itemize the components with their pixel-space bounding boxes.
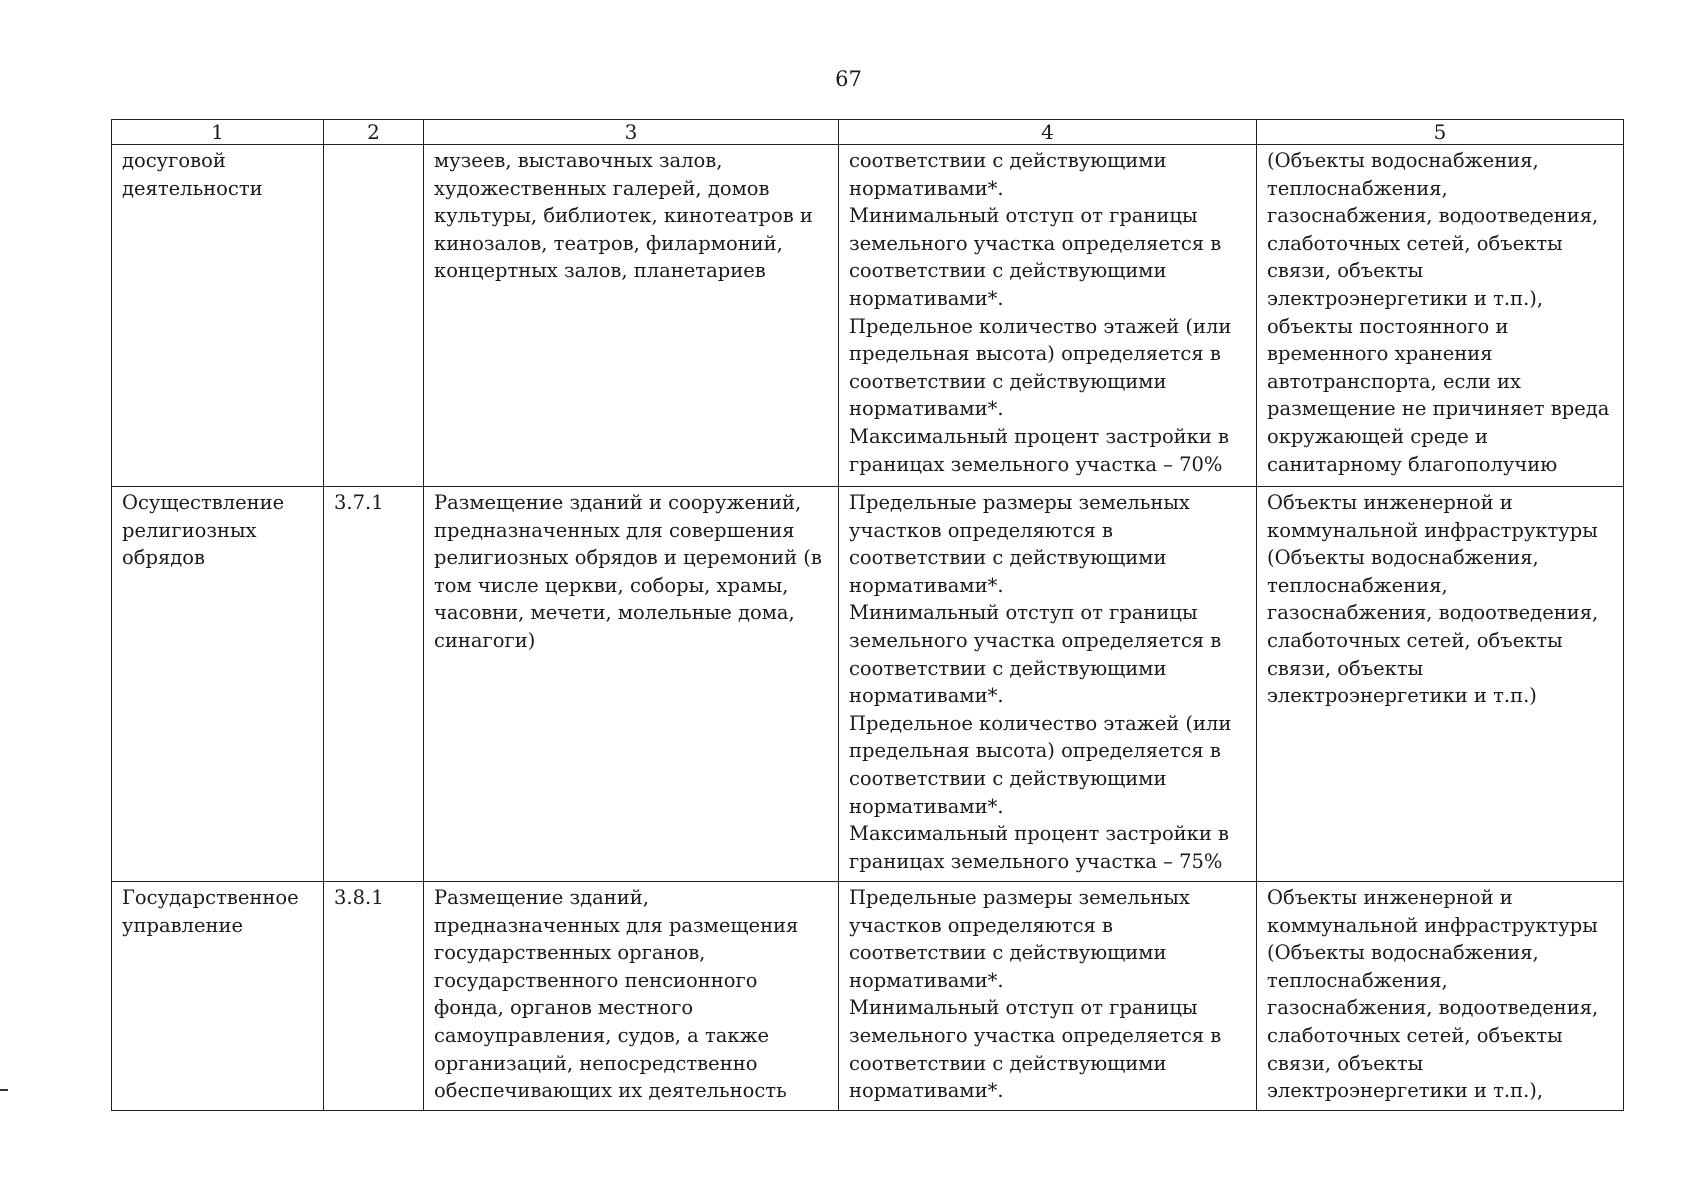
cell-text-line: 3.8.1 bbox=[334, 886, 384, 909]
cell-text-line: участков определяются в bbox=[849, 913, 1113, 937]
margin-dash bbox=[0, 1089, 8, 1091]
header-cell-1: 1 bbox=[112, 120, 324, 145]
cell-text-line: часовни, мечети, молельные дома, bbox=[434, 601, 795, 625]
cell-text-line: религиозных bbox=[122, 518, 257, 542]
cell-text-line: теплоснабжения, bbox=[1267, 968, 1448, 992]
land-use-table bbox=[111, 119, 1624, 1111]
cell-text-line: земельного участка определяется в bbox=[849, 231, 1222, 255]
cell-text-line: соответствии с действующими bbox=[849, 546, 1167, 570]
parameters-cell bbox=[839, 145, 1257, 487]
cell-text-line: Размещение зданий и сооружений, bbox=[434, 491, 802, 514]
table-row bbox=[112, 882, 1624, 1111]
cell-text-line: художественных галерей, домов bbox=[434, 176, 770, 200]
cell-text-line: (Объекты водоснабжения, bbox=[1267, 941, 1539, 965]
cell-text-line: теплоснабжения, bbox=[1267, 176, 1448, 200]
cell-text-line: предназначенных для совершения bbox=[434, 518, 795, 542]
use-description-cell bbox=[424, 882, 839, 1111]
cell-text-line: Предельное количество этажей (или bbox=[849, 314, 1232, 338]
cell-text-line: фонда, органов местного bbox=[434, 996, 694, 1020]
cell-text-line: Размещение зданий, bbox=[434, 886, 649, 909]
cell-text-line: предназначенных для размещения bbox=[434, 913, 799, 937]
header-cell-3: 3 bbox=[424, 120, 839, 145]
cell-text-line: предельная высота) определяется в bbox=[849, 739, 1221, 763]
cell-text-line: нормативами*. bbox=[849, 573, 1004, 597]
cell-text-line: нормативами*. bbox=[849, 176, 1004, 200]
use-code-cell bbox=[324, 145, 424, 487]
cell-text-line: Объекты инженерной и bbox=[1267, 491, 1513, 514]
cell-text-line: окружающей среде и bbox=[1267, 424, 1488, 448]
cell-text-line: соответствии с действующими bbox=[849, 766, 1167, 790]
cell-text-line: санитарному благополучию bbox=[1267, 452, 1558, 476]
table-row bbox=[112, 487, 1624, 882]
cell-text-line: нормативами*. bbox=[849, 397, 1004, 421]
cell-text-line: Объекты инженерной и bbox=[1267, 886, 1513, 909]
cell-text-line: газоснабжения, водоотведения, bbox=[1267, 601, 1599, 625]
auxiliary-uses-cell bbox=[1257, 882, 1624, 1111]
use-name-cell bbox=[112, 145, 324, 487]
header-cell-2: 2 bbox=[324, 120, 424, 145]
cell-text-line: самоуправления, судов, а также bbox=[434, 1023, 770, 1047]
cell-text-line: соответствии с действующими bbox=[849, 149, 1167, 172]
cell-text-line: государственных органов, bbox=[434, 941, 706, 965]
cell-text-line: границах земельного участка – 75% bbox=[849, 849, 1223, 873]
use-code-cell bbox=[324, 882, 424, 1111]
cell-text-line: нормативами*. bbox=[849, 794, 1004, 818]
cell-text-line: управление bbox=[122, 913, 244, 937]
cell-text-line: нормативами*. bbox=[849, 968, 1004, 992]
cell-text-line: Осуществление bbox=[122, 491, 285, 514]
cell-text-line: нормативами*. bbox=[849, 286, 1004, 310]
header-cell-5: 5 bbox=[1257, 120, 1624, 145]
parameters-cell bbox=[839, 487, 1257, 882]
cell-text-line: коммунальной инфраструктуры bbox=[1267, 518, 1598, 542]
cell-text-line: слаботочных сетей, объекты bbox=[1267, 1023, 1563, 1047]
cell-text-line: государственного пенсионного bbox=[434, 968, 758, 992]
cell-text-line: 3.7.1 bbox=[334, 491, 384, 514]
cell-text-line: нормативами*. bbox=[849, 1079, 1004, 1103]
cell-text-line: религиозных обрядов и церемоний (в bbox=[434, 546, 822, 570]
cell-text-line: участков определяются в bbox=[849, 518, 1113, 542]
cell-text-line: соответствии с действующими bbox=[849, 259, 1167, 283]
cell-text-line: Минимальный отступ от границы bbox=[849, 204, 1198, 228]
cell-text-line: коммунальной инфраструктуры bbox=[1267, 913, 1598, 937]
cell-text-line: границах земельного участка – 70% bbox=[849, 452, 1223, 476]
cell-text-line: концертных залов, планетариев bbox=[434, 259, 766, 283]
cell-text-line: электроэнергетики и т.п.) bbox=[1267, 684, 1537, 708]
cell-text-line: синагоги) bbox=[434, 628, 536, 652]
cell-text-line: музеев, выставочных залов, bbox=[434, 149, 723, 172]
cell-text-line: связи, объекты bbox=[1267, 656, 1424, 680]
cell-text-line: земельного участка определяется в bbox=[849, 1023, 1222, 1047]
cell-text-line: размещение не причиняет вреда bbox=[1267, 397, 1610, 421]
table-row bbox=[112, 145, 1624, 487]
auxiliary-uses-cell bbox=[1257, 487, 1624, 882]
cell-text-line: нормативами*. bbox=[849, 684, 1004, 708]
cell-text-line: Максимальный процент застройки в bbox=[849, 822, 1230, 846]
cell-text-line: обеспечивающих их деятельность bbox=[434, 1079, 787, 1103]
cell-text-line: Государственное bbox=[122, 886, 299, 909]
cell-text-line: слаботочных сетей, объекты bbox=[1267, 231, 1563, 255]
cell-text-line: том числе церкви, соборы, храмы, bbox=[434, 573, 789, 597]
page-number: 67 bbox=[835, 67, 862, 91]
cell-text-line: предельная высота) определяется в bbox=[849, 342, 1221, 366]
cell-text-line: электроэнергетики и т.п.), bbox=[1267, 286, 1544, 310]
cell-text-line: культуры, библиотек, кинотеатров и bbox=[434, 204, 813, 228]
cell-text-line: обрядов bbox=[122, 546, 205, 570]
parameters-cell bbox=[839, 882, 1257, 1111]
cell-text-line: деятельности bbox=[122, 176, 263, 200]
cell-text-line: досуговой bbox=[122, 149, 226, 172]
cell-text-line: соответствии с действующими bbox=[849, 369, 1167, 393]
document-table-container bbox=[111, 119, 1623, 1111]
cell-text-line: Предельное количество этажей (или bbox=[849, 711, 1232, 735]
auxiliary-uses-cell bbox=[1257, 145, 1624, 487]
cell-text-line: автотранспорта, если их bbox=[1267, 369, 1522, 393]
cell-text-line: организаций, непосредственно bbox=[434, 1051, 758, 1075]
cell-text-line: Максимальный процент застройки в bbox=[849, 424, 1230, 448]
use-code-cell bbox=[324, 487, 424, 882]
cell-text-line: электроэнергетики и т.п.), bbox=[1267, 1079, 1544, 1103]
cell-text-line: (Объекты водоснабжения, bbox=[1267, 546, 1539, 570]
cell-text-line: временного хранения bbox=[1267, 342, 1493, 366]
use-name-cell bbox=[112, 487, 324, 882]
cell-text-line: слаботочных сетей, объекты bbox=[1267, 628, 1563, 652]
cell-text-line: Предельные размеры земельных bbox=[849, 491, 1190, 514]
cell-text-line: соответствии с действующими bbox=[849, 1051, 1167, 1075]
cell-text-line: Предельные размеры земельных bbox=[849, 886, 1190, 909]
cell-text-line: связи, объекты bbox=[1267, 1051, 1424, 1075]
cell-text-line: газоснабжения, водоотведения, bbox=[1267, 996, 1599, 1020]
cell-text-line: (Объекты водоснабжения, bbox=[1267, 149, 1539, 172]
header-cell-4: 4 bbox=[839, 120, 1257, 145]
cell-text-line: Минимальный отступ от границы bbox=[849, 601, 1198, 625]
use-name-cell bbox=[112, 882, 324, 1111]
cell-text-line: объекты постоянного и bbox=[1267, 314, 1509, 338]
cell-text-line: соответствии с действующими bbox=[849, 941, 1167, 965]
table-header-row bbox=[112, 120, 1624, 145]
use-description-cell bbox=[424, 487, 839, 882]
cell-text-line: теплоснабжения, bbox=[1267, 573, 1448, 597]
cell-text-line: соответствии с действующими bbox=[849, 656, 1167, 680]
cell-text-line: земельного участка определяется в bbox=[849, 628, 1222, 652]
cell-text-line: кинозалов, театров, филармоний, bbox=[434, 231, 783, 255]
use-description-cell bbox=[424, 145, 839, 487]
cell-text-line: связи, объекты bbox=[1267, 259, 1424, 283]
cell-text-line: Минимальный отступ от границы bbox=[849, 996, 1198, 1020]
cell-text-line: газоснабжения, водоотведения, bbox=[1267, 204, 1599, 228]
